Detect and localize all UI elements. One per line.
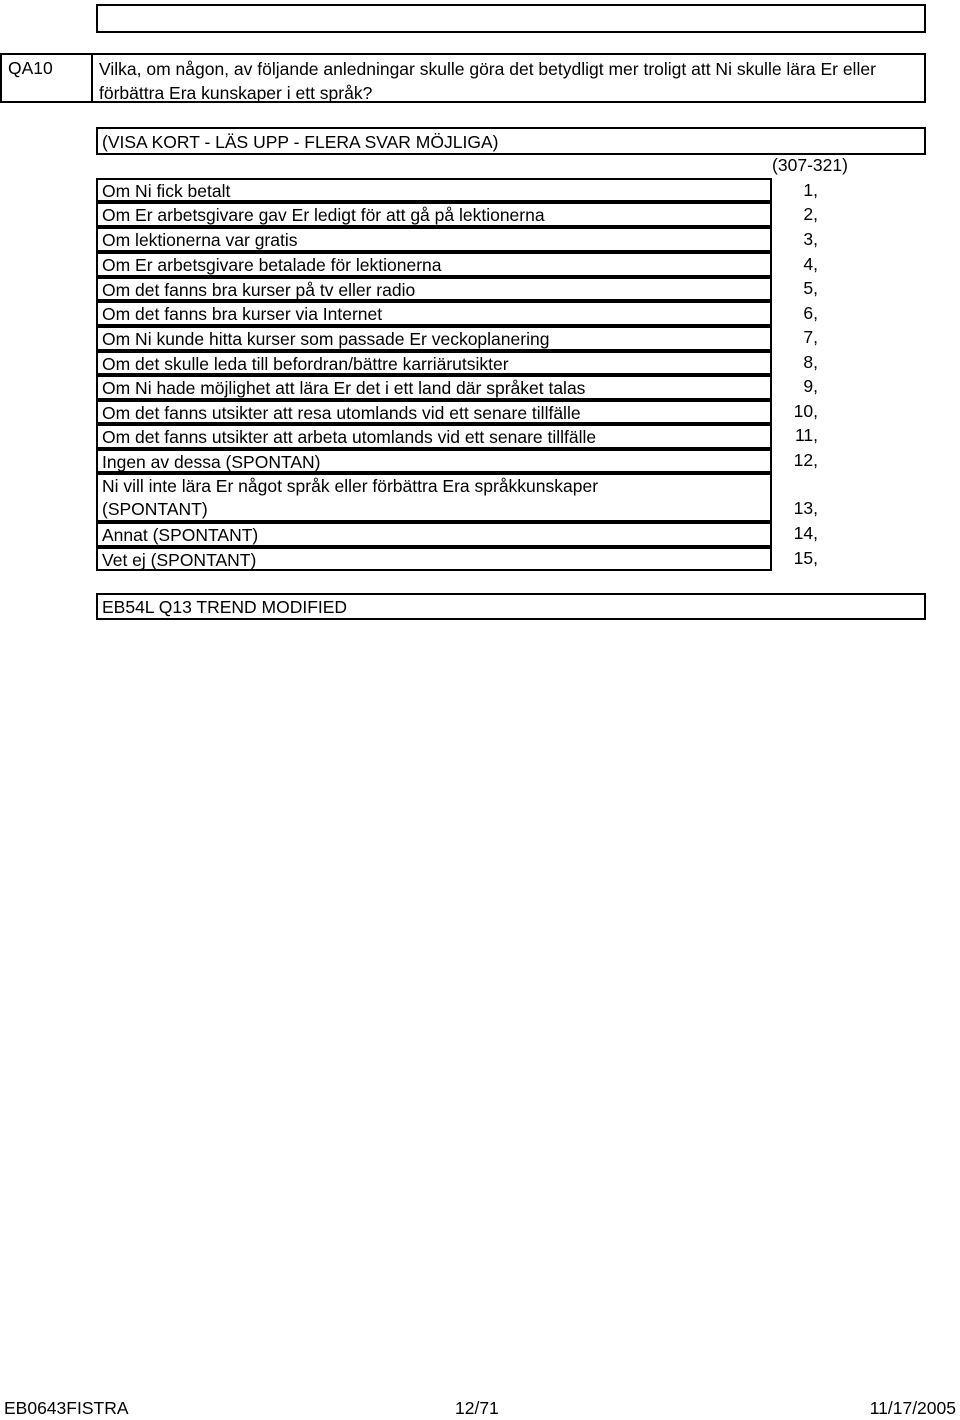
answer-label: Om det fanns bra kurser på tv eller radio [102,280,416,300]
answer-row-8 [96,351,772,375]
header-empty-box [96,4,926,33]
answer-code: 3, [803,229,818,249]
answer-label: Vet ej (SPONTANT) [102,550,257,570]
instruction-box [96,127,926,155]
answer-code: 4, [803,254,818,274]
answer-label: Om det skulle leda till befordran/bättre karriärutsikter [102,354,509,374]
answer-row-9 [96,375,772,400]
answer-code: 8, [803,352,818,372]
answer-label-continued: (SPONTANT) [102,499,208,519]
answer-label: Annat (SPONTANT) [102,525,259,545]
question-text: Vilka, om någon, av följande anledningar skulle göra det betydligt mer troligt att Ni skulle lära Er eller förbättra Era kunskaper i ett språk? [99,59,876,103]
instruction-text: (VISA KORT - LÄS UPP - FLERA SVAR MÖJLIGA) [102,132,499,152]
source-box [96,593,926,620]
answer-label: Ni vill inte lära Er något språk eller förbättra Era språkkunskaper [102,476,599,496]
answer-code: 15, [793,548,818,568]
answer-code: 14, [793,523,818,543]
answer-row-12 [96,449,772,473]
answer-code: 1, [803,180,818,200]
answer-code: 11, [794,425,818,445]
answer-code: 5, [803,278,818,298]
question-text-cell [91,53,926,103]
answer-row-5 [96,277,772,301]
answer-label: Om det fanns bra kurser via Internet [102,304,383,324]
answer-code: 13, [793,498,818,518]
answer-code: 12, [793,450,818,470]
answer-code: 2, [803,204,818,224]
answer-row-7 [96,326,772,351]
answer-code: 10, [793,401,818,421]
code-range: (307-321) [772,155,848,175]
answer-label: Om Ni hade möjlighet att lära Er det i ett land där språket talas [102,378,586,398]
answer-label: Om det fanns utsikter att arbeta utomlands vid ett senare tillfälle [102,427,597,447]
footer-doc-id: EB0643FISTRA [4,1398,129,1418]
answer-row-4 [96,252,772,277]
footer-date: 11/17/2005 [869,1398,956,1418]
answer-label: Om lektionerna var gratis [102,230,298,250]
question-code-cell [0,53,93,103]
answer-row-11 [96,424,772,449]
answer-label: Om Ni kunde hitta kurser som passade Er veckoplanering [102,329,550,349]
answer-row-10 [96,400,772,424]
answer-label: Om Er arbetsgivare gav Er ledigt för att gå på lektionerna [102,205,545,225]
footer-page-number: 12/71 [455,1398,499,1418]
answer-label: Ingen av dessa (SPONTAN) [102,452,321,472]
answer-label: Om Er arbetsgivare betalade för lektionerna [102,255,442,275]
answer-row-1 [96,178,772,202]
source-text: EB54L Q13 TREND MODIFIED [102,597,348,617]
answer-row-13 [96,473,772,522]
question-code: QA10 [8,58,53,78]
answer-code: 6, [803,303,818,323]
answer-row-14 [96,522,772,547]
answer-label: Om Ni fick betalt [102,181,231,201]
answer-row-3 [96,227,772,252]
answer-code: 9, [803,376,818,396]
answer-row-6 [96,301,772,326]
answer-code: 7, [803,327,818,347]
answer-row-2 [96,202,772,227]
answer-row-15 [96,547,772,571]
answer-label: Om det fanns utsikter att resa utomlands vid ett senare tillfälle [102,403,581,423]
